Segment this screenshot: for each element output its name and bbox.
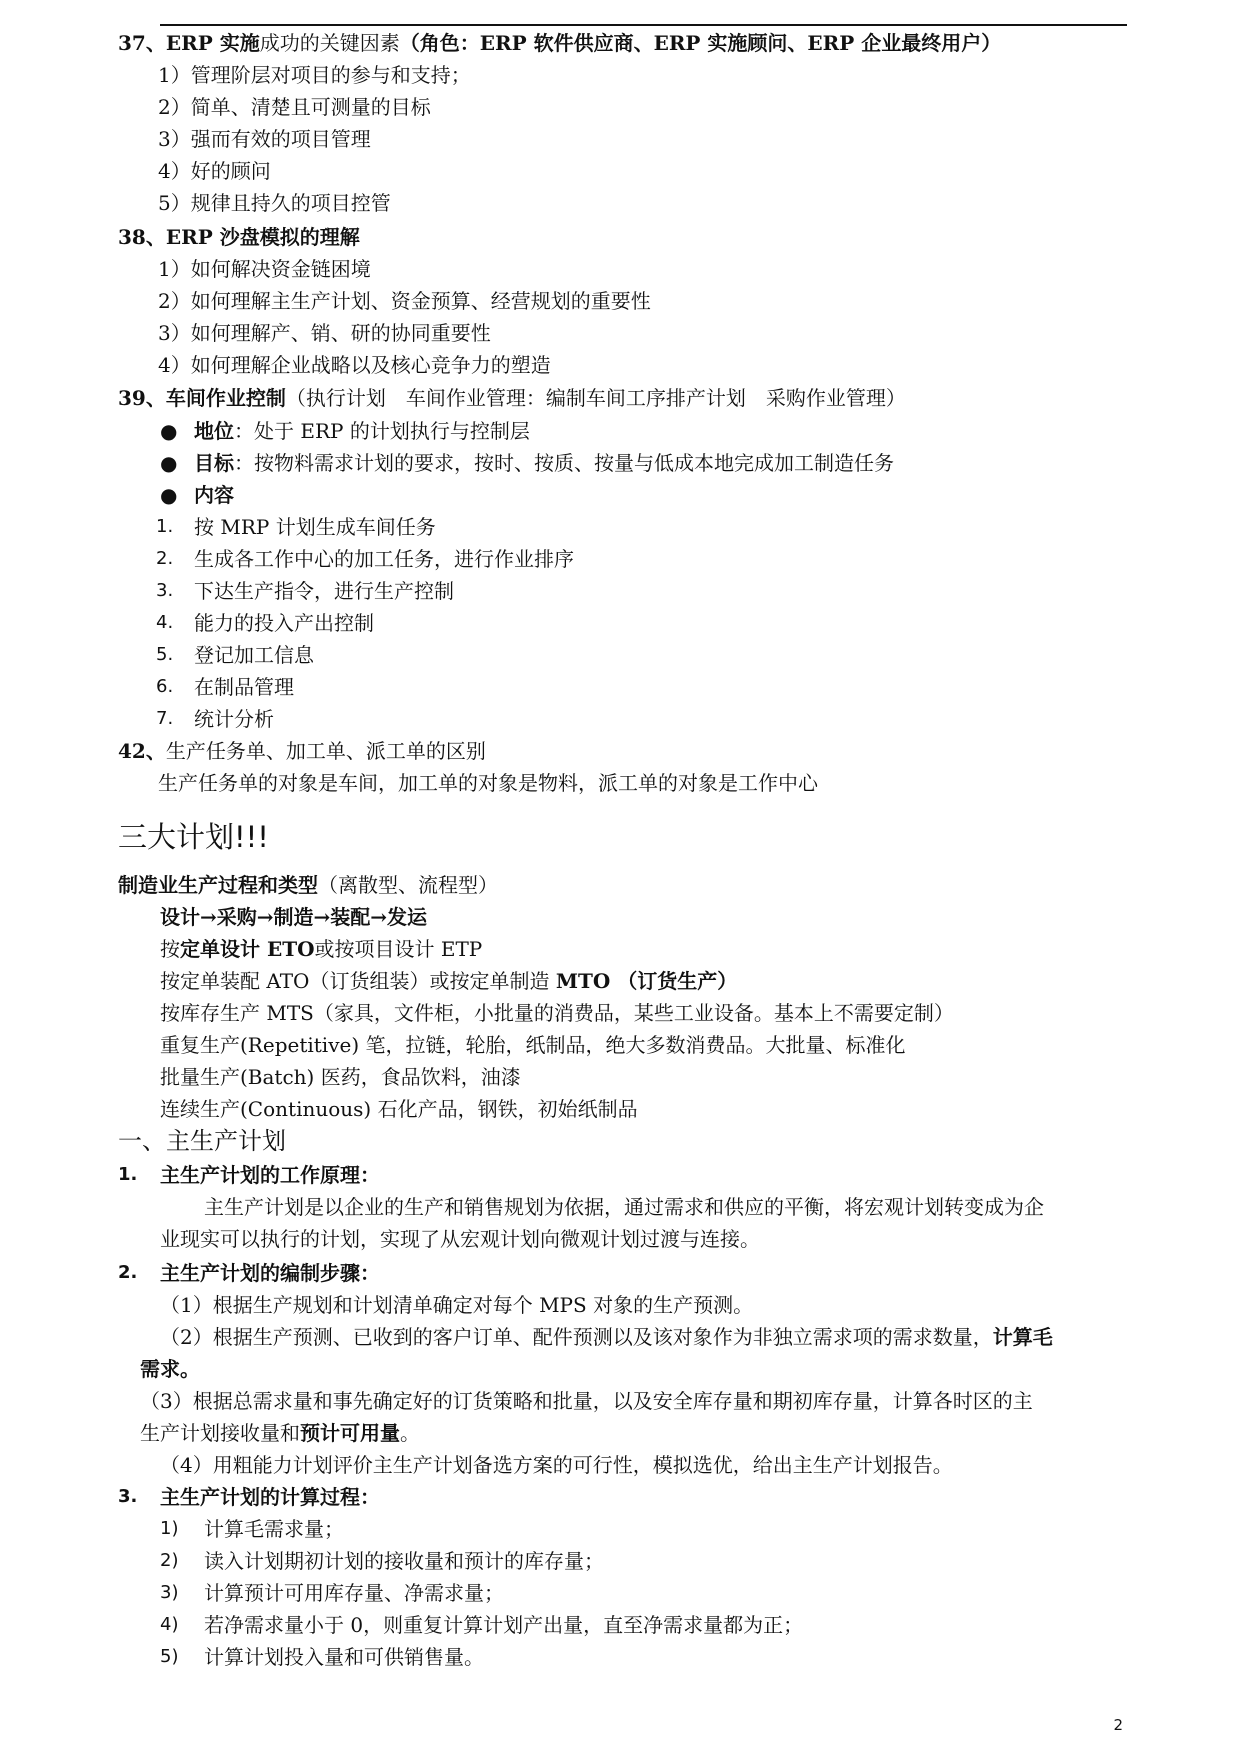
list-item: 生成各工作中心的加工任务，进行作业排序 <box>194 547 574 571</box>
header-rule <box>160 24 1127 26</box>
list-number: 1) <box>160 1518 179 1539</box>
mfg-line: 批量生产(Batch) 医药，食品饮料，油漆 <box>160 1065 521 1089</box>
mfg-eto: 按定单设计 ETO或按项目设计 ETP <box>160 937 483 961</box>
list-item: 按 MRP 计划生成车间任务 <box>194 515 436 539</box>
list-item: 2）简单、清楚且可测量的目标 <box>158 95 431 119</box>
mps-num: 2. <box>118 1262 138 1283</box>
list-number: 7. <box>156 708 174 729</box>
list-item: 5）规律且持久的项目控管 <box>158 191 391 215</box>
list-number: 5) <box>160 1646 179 1667</box>
list-number: 5. <box>156 644 174 665</box>
list-item: 能力的投入产出控制 <box>194 611 374 635</box>
mps-title: 一、主生产计划 <box>118 1127 286 1155</box>
list-item: 若净需求量小于 0，则重复计算计划产出量，直至净需求量都为正； <box>204 1613 804 1637</box>
list-item: 2）如何理解主生产计划、资金预算、经营规划的重要性 <box>158 289 651 313</box>
section-37-heading: 37、ERP 实施成功的关键因素（角色：ERP 软件供应商、ERP 实施顾问、ERP 企业最终用户） <box>118 31 1002 55</box>
three-plans-title: 三大计划!!! <box>118 820 269 854</box>
page-number: 2 <box>1113 1716 1123 1734</box>
list-item: 计算计划投入量和可供销售量。 <box>204 1645 484 1669</box>
mps-paragraph: 主生产计划是以企业的生产和销售规划为依据，通过需求和供应的平衡，将宏观计划转变成为企 <box>204 1195 1044 1219</box>
mps-step: （4）用粗能力计划评价主生产计划备选方案的可行性，模拟选优，给出主生产计划报告。 <box>160 1453 953 1477</box>
section-38-heading: 38、ERP 沙盘模拟的理解 <box>118 225 360 249</box>
list-number: 1. <box>156 516 174 537</box>
list-number: 6. <box>156 676 174 697</box>
bullet-item: ● 地位：处于 ERP 的计划执行与控制层 <box>160 419 530 443</box>
list-item: 4）如何理解企业战略以及核心竞争力的塑造 <box>158 353 551 377</box>
bullet-icon: ● <box>160 419 178 443</box>
bullet-item: ● 目标：按物料需求计划的要求，按时、按质、按量与低成本地完成加工制造任务 <box>160 451 894 475</box>
mps-step: （3）根据总需求量和事先确定好的订货策略和批量，以及安全库存量和期初库存量，计算各时区的主 <box>140 1389 1033 1413</box>
list-item: 3）如何理解产、销、研的协同重要性 <box>158 321 491 345</box>
mfg-heading: 制造业生产过程和类型（离散型、流程型） <box>118 873 498 897</box>
mfg-line: 重复生产(Repetitive) 笔，拉链，轮胎，纸制品，绝大多数消费品。大批量、标准化 <box>160 1033 906 1057</box>
mps-step: 生产计划接收量和预计可用量。 <box>140 1421 420 1445</box>
bullet-icon: ● <box>160 483 178 507</box>
list-number: 4) <box>160 1614 179 1635</box>
section-42-body: 生产任务单的对象是车间，加工单的对象是物料，派工单的对象是工作中心 <box>158 771 818 795</box>
mps-subheading: 主生产计划的工作原理： <box>160 1163 380 1187</box>
section-42-heading: 42、生产任务单、加工单、派工单的区别 <box>118 739 486 763</box>
list-number: 2. <box>156 548 174 569</box>
bullet-item: ● 内容 <box>160 483 234 507</box>
list-number: 4. <box>156 612 174 633</box>
mps-step: （1）根据生产规划和计划清单确定对每个 MPS 对象的生产预测。 <box>160 1293 754 1317</box>
mfg-ato: 按定单装配 ATO（订货组装）或按定单制造 MTO （订货生产） <box>160 969 738 993</box>
mps-subheading: 主生产计划的计算过程： <box>160 1485 380 1509</box>
list-number: 2) <box>160 1550 179 1571</box>
mps-step: 需求。 <box>140 1357 200 1381</box>
list-item: 计算预计可用库存量、净需求量； <box>204 1581 504 1605</box>
list-number: 3. <box>156 580 174 601</box>
section-39-heading: 39、车间作业控制（执行计划 车间作业管理：编制车间工序排产计划 采购作业管理） <box>118 386 906 410</box>
list-item: 4）好的顾问 <box>158 159 271 183</box>
list-item: 在制品管理 <box>194 675 294 699</box>
mfg-flow: 设计→采购→制造→装配→发运 <box>160 905 428 929</box>
list-item: 3）强而有效的项目管理 <box>158 127 371 151</box>
list-item: 读入计划期初计划的接收量和预计的库存量； <box>204 1549 604 1573</box>
mfg-line: 连续生产(Continuous) 石化产品，钢铁，初始纸制品 <box>160 1097 638 1121</box>
mps-step: （2）根据生产预测、已收到的客户订单、配件预测以及该对象作为非独立需求项的需求数量，计算毛 <box>160 1325 1053 1349</box>
bullet-icon: ● <box>160 451 178 475</box>
mfg-line: 按库存生产 MTS（家具，文件柜，小批量的消费品，某些工业设备。基本上不需要定制） <box>160 1001 954 1025</box>
list-item: 计算毛需求量； <box>204 1517 344 1541</box>
mps-subheading: 主生产计划的编制步骤： <box>160 1261 380 1285</box>
mps-paragraph: 业现实可以执行的计划，实现了从宏观计划向微观计划过渡与连接。 <box>160 1227 760 1251</box>
mps-num: 3. <box>118 1486 138 1507</box>
list-number: 3) <box>160 1582 179 1603</box>
list-item: 1）管理阶层对项目的参与和支持； <box>158 63 471 87</box>
list-item: 1）如何解决资金链困境 <box>158 257 371 281</box>
list-item: 登记加工信息 <box>194 643 314 667</box>
list-item: 下达生产指令，进行生产控制 <box>194 579 454 603</box>
mps-num: 1. <box>118 1164 138 1185</box>
list-item: 统计分析 <box>194 707 274 731</box>
